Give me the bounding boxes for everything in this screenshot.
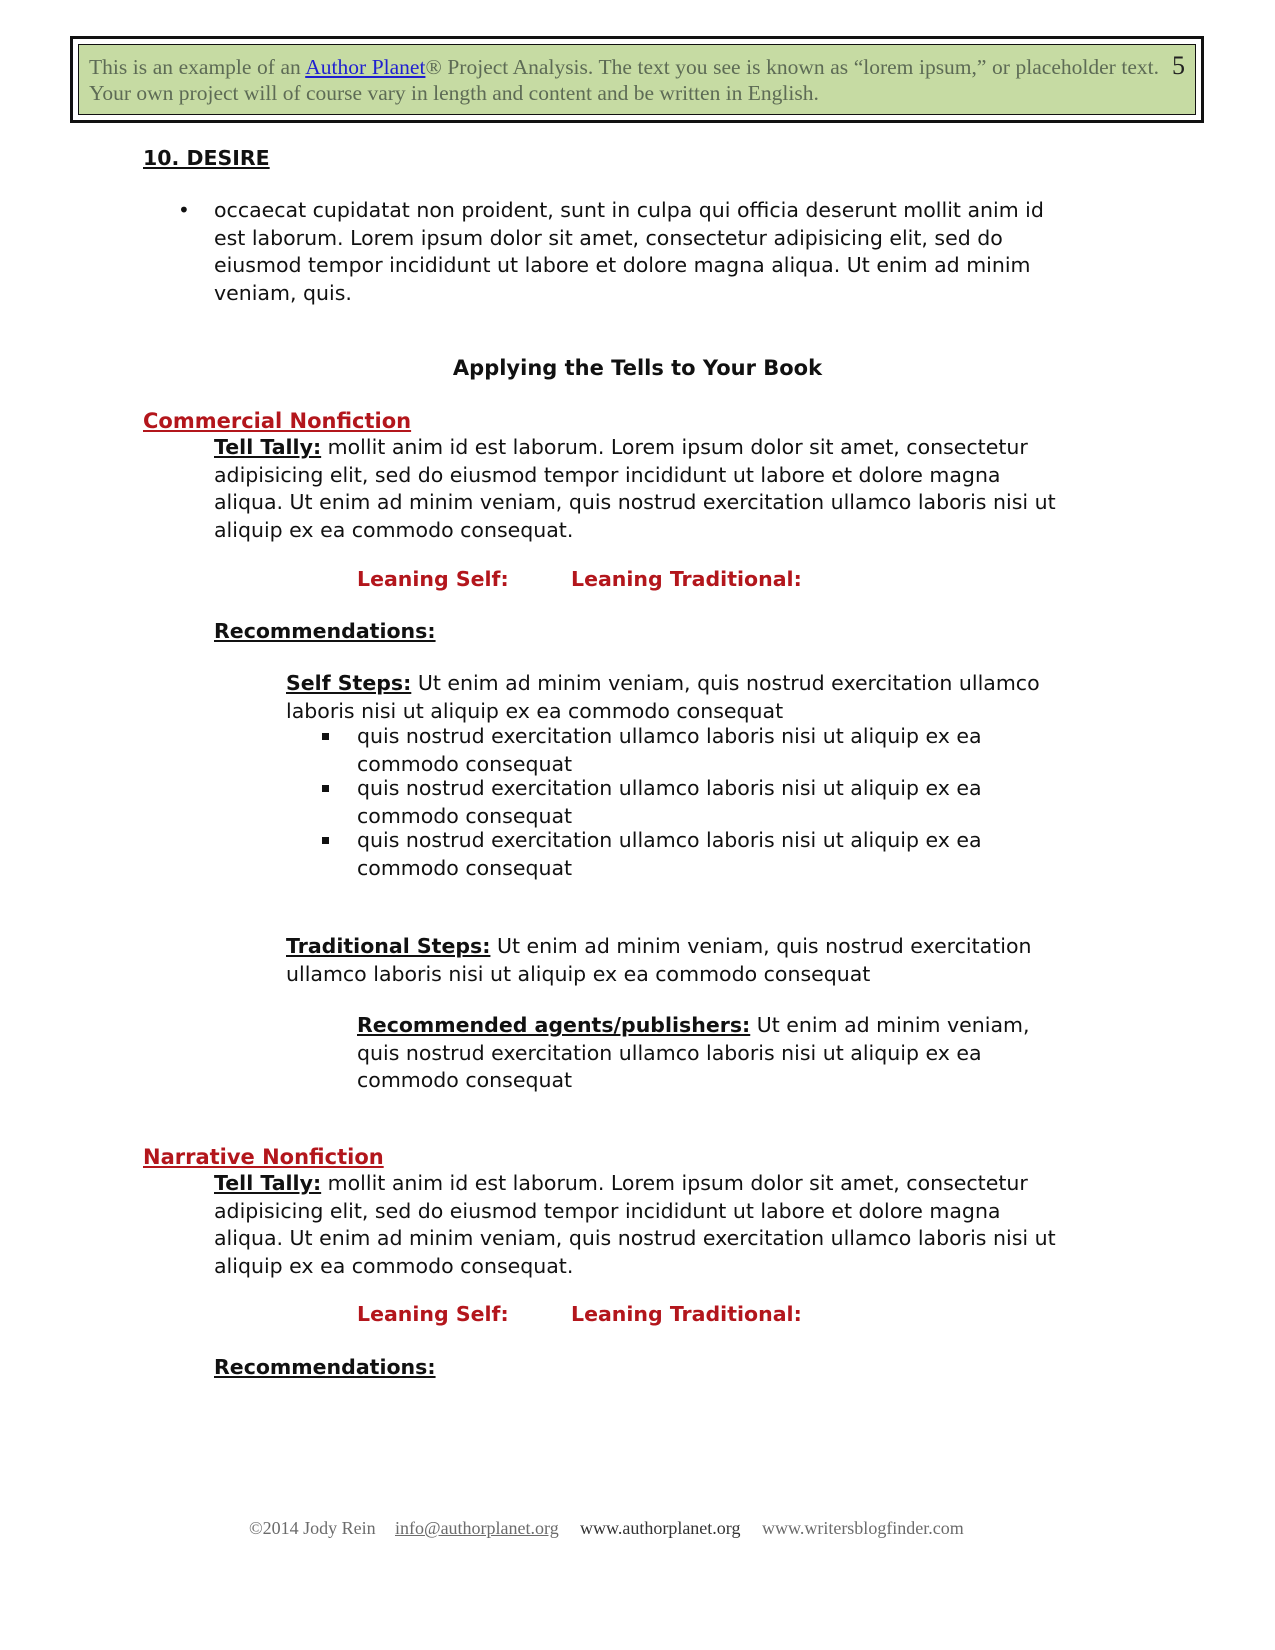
self-steps bbox=[286, 670, 1076, 725]
recommended-agents-text: Ut enim ad minim veniam, quis nostrud exercitation ullamco laboris nisi ut aliquip ex ea commodo consequat bbox=[357, 1013, 1030, 1092]
recommendations-heading: Recommendations: bbox=[214, 1355, 436, 1379]
section-heading-desire: 10. DESIRE bbox=[143, 146, 270, 170]
narrative-tell-tally bbox=[214, 1170, 1064, 1280]
traditional-steps-label: Traditional Steps: bbox=[286, 934, 491, 958]
self-step-item: quis nostrud exercitation ullamco laboris nisi ut aliquip ex ea commodo consequat bbox=[357, 724, 982, 776]
tell-tally-label: Tell Tally: bbox=[214, 1171, 322, 1195]
tell-tally-text: mollit anim id est laborum. Lorem ipsum dolor sit amet, consectetur adipisicing elit, sed do eiusmod tempor incididunt ut labore et dolore magna aliqua. Ut enim ad minim veniam, quis nostrud exercitation ullamco laboris nisi ut aliquip ex ea commodo consequat. bbox=[214, 435, 1056, 542]
banner-panel bbox=[78, 44, 1196, 115]
square-bullet bbox=[322, 733, 329, 740]
square-bullet bbox=[322, 837, 329, 844]
square-bullet bbox=[322, 785, 329, 792]
traditional-steps bbox=[286, 933, 1076, 988]
recommended-agents-label: Recommended agents/publishers: bbox=[357, 1013, 751, 1037]
banner-text bbox=[89, 54, 1159, 106]
tell-tally-text: mollit anim id est laborum. Lorem ipsum dolor sit amet, consectetur adipisicing elit, sed do eiusmod tempor incididunt ut labore et dolore magna aliqua. Ut enim ad minim veniam, quis nostrud exercitation ullamco laboris nisi ut aliquip ex ea commodo consequat. bbox=[214, 1171, 1056, 1278]
applying-heading: Applying the Tells to Your Book bbox=[452, 356, 823, 380]
leaning-traditional-label: Leaning Traditional: bbox=[571, 1302, 802, 1326]
example-banner bbox=[70, 36, 1204, 123]
leaning-traditional-label: Leaning Traditional: bbox=[571, 567, 802, 591]
author-planet-link[interactable]: Author Planet bbox=[305, 55, 426, 79]
footer-site-writersblogfinder[interactable]: www.writersblogfinder.com bbox=[762, 1518, 964, 1538]
footer-site-authorplanet[interactable]: www.authorplanet.org bbox=[580, 1518, 741, 1538]
tell-tally-label: Tell Tally: bbox=[214, 435, 322, 459]
page-number: 5 bbox=[1172, 51, 1185, 80]
commercial-tell-tally bbox=[214, 434, 1064, 544]
traditional-steps-text: Ut enim ad minim veniam, quis nostrud exercitation ullamco laboris nisi ut aliquip ex ea commodo consequat bbox=[286, 934, 1032, 986]
footer-copyright: ©2014 Jody Rein bbox=[249, 1518, 376, 1538]
narrative-nonfiction-heading: Narrative Nonfiction bbox=[143, 1145, 384, 1169]
banner-text-before: This is an example of an bbox=[89, 55, 306, 79]
bullet-dot: • bbox=[178, 198, 190, 222]
self-steps-text: Ut enim ad minim veniam, quis nostrud exercitation ullamco laboris nisi ut aliquip ex ea commodo consequat bbox=[286, 671, 1040, 723]
banner-text-after: ® Project Analysis. The text you see is known as “lorem ipsum,” or placeholder text. Your own project will of course vary in length and content and be written in English. bbox=[89, 55, 1159, 105]
leaning-self-label: Leaning Self: bbox=[357, 567, 509, 591]
self-step-item: quis nostrud exercitation ullamco laboris nisi ut aliquip ex ea commodo consequat bbox=[357, 828, 982, 880]
leaning-self-label: Leaning Self: bbox=[357, 1302, 509, 1326]
recommended-agents bbox=[357, 1012, 1067, 1095]
desire-bullet-text: occaecat cupidatat non proident, sunt in culpa qui officia deserunt mollit anim id est laborum. Lorem ipsum dolor sit amet, consectetur adipisicing elit, sed do eiusmod tempor incididunt ut labore et dolore magna aliqua. Ut enim ad minim veniam, quis. bbox=[214, 198, 1044, 305]
self-step-item: quis nostrud exercitation ullamco laboris nisi ut aliquip ex ea commodo consequat bbox=[357, 776, 982, 828]
recommendations-heading: Recommendations: bbox=[214, 619, 436, 643]
self-steps-label: Self Steps: bbox=[286, 671, 412, 695]
footer-email-link[interactable]: info@authorplanet.org bbox=[395, 1518, 559, 1538]
commercial-nonfiction-heading: Commercial Nonfiction bbox=[143, 409, 412, 433]
